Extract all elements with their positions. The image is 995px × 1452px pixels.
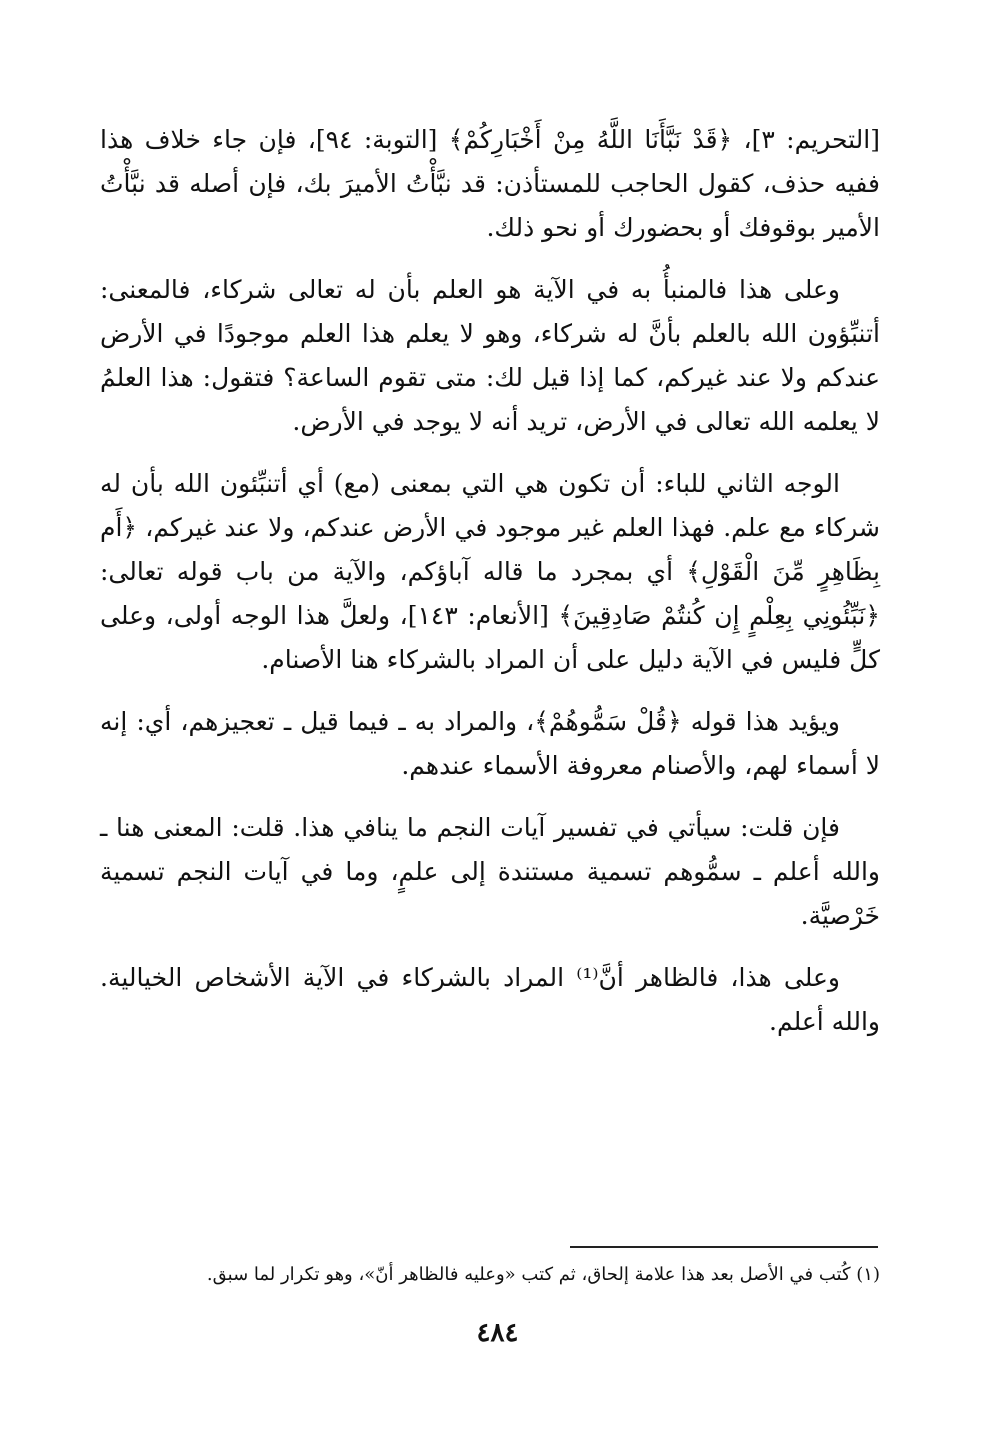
footnote-divider [570, 1246, 878, 1248]
paragraph-2: وعلى هذا فالمنبأُ به في الآية هو العلم بأن له تعالى شركاء، فالمعنى: أتنبِّؤون الله بالعلم بأنَّ له شركاء، وهو لا يعلم هذا العلم موجودًا في الأرض عندكم ولا عند غيركم، كما إذا قيل لك: متى تقوم الساعة؟ فتقول: هذا العلمُ لا يعلمه الله تعالى في الأرض، تريد أنه لا يوجد في الأرض. [100, 275, 880, 436]
paragraph-4: ويؤيد هذا قوله ﴿قُلْ سَمُّوهُمْ﴾، والمراد به ـ فيما قيل ـ تعجيزهم، أي: إنه لا أسماء لهم، والأصنام معروفة الأسماء عندهم. [100, 707, 880, 780]
page-body [100, 118, 880, 1062]
paragraph-5: فإن قلت: سيأتي في تفسير آيات النجم ما ينافي هذا. قلت: المعنى هنا ـ والله أعلم ـ سمُّوهم تسمية مستندة إلى علمٍ، وما في آيات النجم تسمية خَرْصيَّة. [100, 813, 880, 930]
footnote: (١) كُتب في الأصل بعد هذا علامة إلحاق، ثم كتب «وعليه فالظاهر أنّ»، وهو تكرار لما سبق. [206, 1264, 880, 1285]
paragraph-6: وعلى هذا، فالظاهر أنَّ⁽¹⁾ المراد بالشركاء في الآية الأشخاص الخيالية. والله أعلم. [100, 963, 880, 1036]
page-number: ٤٨٤ [476, 1318, 519, 1348]
paragraph-3: الوجه الثاني للباء: أن تكون هي التي بمعنى (مع) أي أتنبِّئون الله بأن له شركاء مع علم. فهذا العلم غير موجود في الأرض عندكم، ولا عند غيركم، ﴿أَم بِظَاهِرٍ مِّنَ الْقَوْلِ﴾ أي بمجرد ما قاله آباؤكم، والآية من باب قوله تعالى: ﴿نَبِّئُونِي بِعِلْمٍ إِن كُنتُمْ صَادِقِينَ﴾ [الأنعام: ١٤٣]، ولعلَّ هذا الوجه أولى، وعلى كلٍّ فليس في الآية دليل على أن المراد بالشركاء هنا الأصنام. [100, 469, 880, 674]
paragraph-1: [التحريم: ٣]، ﴿قَدْ نَبَّأَنَا اللَّهُ مِنْ أَخْبَارِكُمْ﴾ [التوبة: ٩٤]، فإن جاء خلاف هذا ففيه حذف، كقول الحاجب للمستأذن: قد نبَّأْتُ الأميرَ بك، فإن أصله قد نبَّأْتُ الأمير بوقوفك أو بحضورك أو نحو ذلك. [100, 125, 880, 242]
